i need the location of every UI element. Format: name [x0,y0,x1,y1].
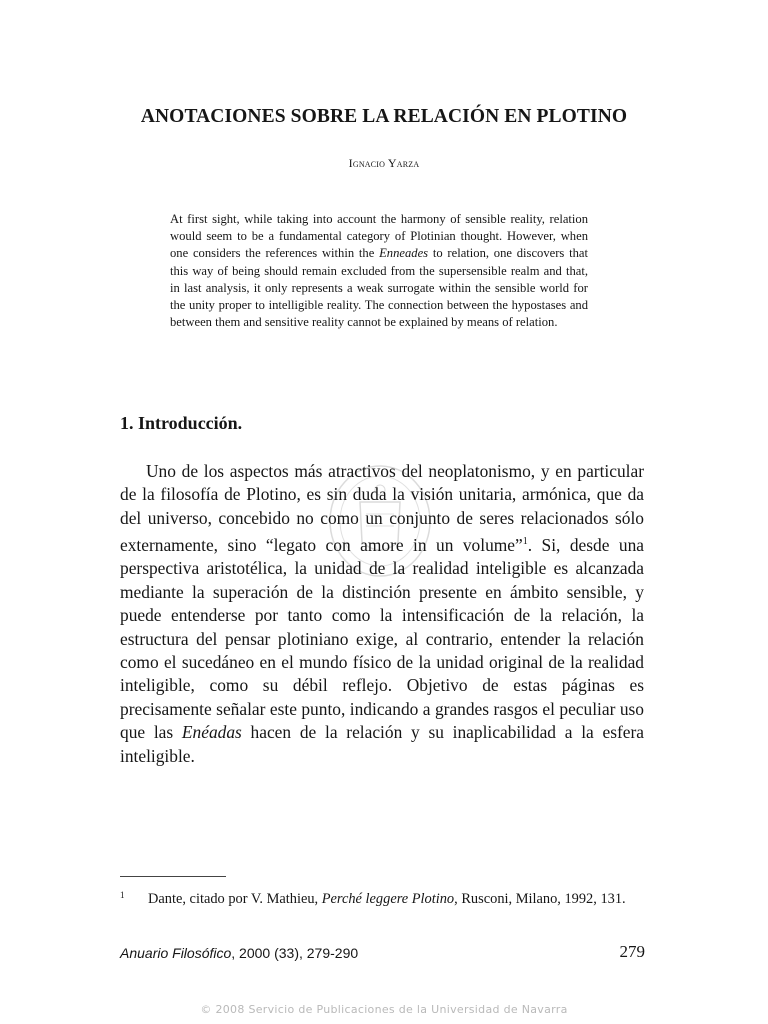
abstract [170,211,588,331]
footnote [120,886,644,910]
page-number: 279 [619,942,645,961]
journal-name: Anuario Filosófico [120,945,232,961]
abstract-text-1: At first sight, while taking into account the harmony of sensible reality, relation would seem to be a fundamental category of Plotinian thought. However, when one considers the references within the [170,212,588,261]
footnote-italic-title: Perché leggere Plotino [321,891,455,907]
journal-citation [120,945,358,961]
journal-issue: , 2000 (33), 279-290 [231,945,359,961]
intro-paragraph [120,460,644,768]
copyright-notice: © 2008 Servicio de Publicaciones de la Universidad de Navarra [200,1003,568,1016]
footnote-number: 1 [120,890,125,900]
intro-text-3: hacen de la relación y su inaplicabilidad a la esfera inteligible. [120,722,644,766]
intro-text-1: Uno de los aspectos más atractivos del neoplatonismo, y en particular de la filosofía de Plotino, es sin duda la visión unitaria, armónica, que da del universo, concebido no como un conjunto de seres relacionados sólo externamente, sino “legato con amore in un volume” [120,461,644,556]
footnote-ref[interactable]: 1 [522,536,528,548]
abstract-text-2: to relation, one discovers that this way of being should remain excluded from the supersensible realm and that, in last analysis, it only represents a weak surrogate within the sensible world for the unity proper to intelligible reality. The connection between the hypostases and between them and sensitive reality cannot be explained by means of relation. [170,246,588,330]
footnote-text-1: Dante, citado por V. Mathieu, [148,891,322,907]
intro-italic-title: Enéadas [181,722,242,743]
author-name: Ignacio Yarza [348,156,420,170]
footnote-divider [120,876,226,877]
intro-text-2: . Si, desde una perspectiva aristotélica, la unidad de la realidad inteligible es alcanzada mediante la superación de la distinción presente en ámbito sensible, y puede entenderse por tanto como la intensificación de la relación, la estructura del pensar plotiniano exige, al contrario, entender la relación como el sucedáneo en el mundo físico de la unidad original de la realidad inteligible, como su débil reflejo. Objetivo de estas páginas es precisamente señalar este punto, indicando a grandes rasgos el peculiar uso que las [120,535,644,743]
footnote-text-2: , Rusconi, Milano, 1992, 131. [454,891,626,907]
article-title: ANOTACIONES SOBRE LA RELACIÓN EN PLOTINO [140,106,628,127]
abstract-italic-title: Enneades [379,246,429,261]
section-heading: 1. Introducción. [120,413,243,433]
